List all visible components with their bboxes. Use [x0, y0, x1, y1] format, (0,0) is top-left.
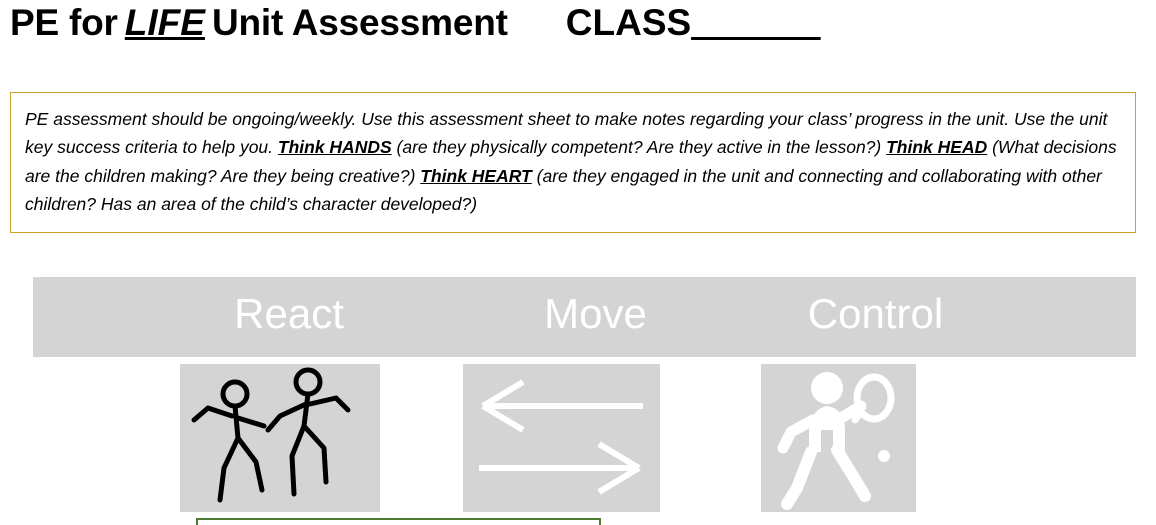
class-blank-field[interactable]: ______ — [691, 2, 821, 43]
page-title — [10, 2, 821, 44]
assessment-row-top-border — [196, 518, 601, 525]
page-title-emphasis: LIFE — [124, 2, 205, 43]
page-title-part2: Unit Assessment — [211, 2, 508, 43]
instruction-text — [25, 105, 1121, 218]
instruction-segment-5: Think HEART — [420, 165, 532, 186]
page-title-part1: PE for — [10, 2, 118, 43]
two-dancing-figures-icon — [180, 364, 380, 512]
instruction-segment-4: (What decisions are the children making? Are they being creative?) — [25, 137, 1117, 186]
column-heading-control: Control — [807, 290, 944, 337]
instruction-box — [10, 92, 1136, 233]
column-header-band — [33, 277, 1136, 357]
instruction-segment-0: PE assessment should be ongoing/weekly. Use this assessment sheet to make notes regarding your class’ progress in the unit. Use the unit key success criteria to help you. — [25, 109, 1108, 158]
instruction-segment-2: (are they physically competent? Are they active in the lesson?) — [391, 137, 887, 158]
instruction-segment-3: Think HEAD — [886, 137, 988, 158]
double-arrow-icon — [463, 364, 660, 512]
icon-tile-react — [180, 364, 380, 512]
class-label: CLASS — [565, 2, 692, 43]
tennis-player-icon — [761, 364, 916, 512]
instruction-segment-6: (are they engaged in the unit and connecting and collaborating with other children? Has an area of the child’s character developed?) — [25, 165, 1102, 215]
column-heading-move: Move — [544, 290, 647, 337]
icon-tile-move — [463, 364, 660, 512]
column-heading-react: React — [234, 290, 344, 337]
instruction-segment-1: Think HANDS — [277, 137, 392, 158]
icon-tile-control — [761, 364, 916, 512]
